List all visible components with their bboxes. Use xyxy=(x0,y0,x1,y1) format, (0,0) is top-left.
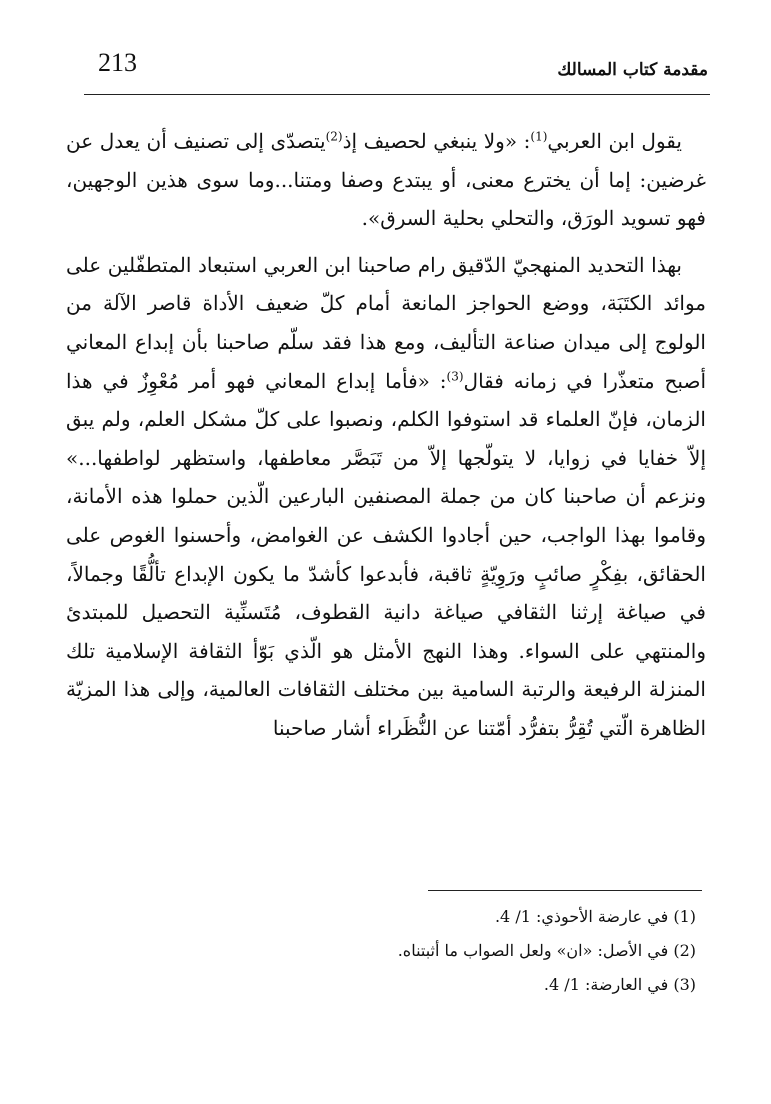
footnote-1: (1) في عارضة الأحوذي: 1/ 4. xyxy=(494,907,696,926)
paragraph-text: يقول ابن العربي xyxy=(547,129,682,153)
footnote-ref-3: (3) xyxy=(446,368,464,383)
footnotes xyxy=(66,900,702,1002)
footnote-ref-1: (1) xyxy=(530,129,548,144)
footnote-ref-2: (2) xyxy=(325,129,343,144)
paragraph-text: بهذا التحديد المنهجيّ الدّقيق رام صاحبنا ابن العربي استبعاد المتطفّلين على موائد الكتَبَة، ووضع الحواجز المانعة أمام كلّ ضعيف الأداة قاصر الآلة من الولوج إلى ميدان صناعة التأليف، ومع هذا فقد سلّم صاحبنا بأن إبداع المعاني أصبح متعذّرا في زمانه فقال xyxy=(66,252,706,393)
paragraph-1 xyxy=(66,122,706,238)
running-title: مقدمة كتاب المسالك xyxy=(557,60,708,80)
footnote-divider xyxy=(428,890,702,891)
paragraph-2 xyxy=(66,246,706,748)
footnote-3: (3) في العارضة: 1/ 4. xyxy=(543,975,696,994)
main-text xyxy=(66,122,706,748)
paragraph-text: : «ولا ينبغي لحصيف إذ xyxy=(342,129,531,153)
paragraph-text: يتصدّى إلى تصنيف أن يعدل عن غرضين: إما أن يخترع معنى، أو يبتدع وصفا ومتنا...وما سوى هذين الوجهين، فهو تسويد الورَق، والتحلي بحلية السرق». xyxy=(66,129,706,231)
paragraph-text: : «فأما إبداع المعاني فهو أمر مُعْوِزٌ في هذا الزمان، فإنّ العلماء قد استوفوا الكلم، ونصبوا على كلّ مشكل العلم، ولم يبق إلاّ خفايا في زوايا، لا يتولّجها إلاّ من تَبَصَّر معاطفها، واستظهر لواطفها...» ونزعم أن صاحبنا كان من جملة المصنفين البارعين الّذين حملوا هذه الأمانة، وقاموا بهذا الواجب، حين أجادوا الكشف عن الغوامض، وأحسنوا الغوص على الحقائق، بفِكْرٍ صائبٍ ورَوِيّةٍ ثاقبة، فأبدعوا كأشدّ ما يكون الإبداع تألُّقًا وجمالاً، في صياغة إرثنا الثقافي صياغة دانية القطوف، مُتَسنِّية التحصيل للمبتدئ والمنتهي على السواء. وهذا النهج الأمثل هو الّذي بَوّأ الثقافة الإسلامية تلك المنزلة الرفيعة والرتبة السامية بين مختلف الثقافات العالمية، وإلى هذا المزيّة الظاهرة الّتي تُقِرُّ بتفرُّد أمّتنا عن النُّظَراء أشار صاحبنا xyxy=(66,368,706,740)
page-header xyxy=(84,48,710,95)
page-number: 213 xyxy=(98,48,137,77)
footnote-2: (2) في الأصل: «ان» ولعل الصواب ما أثبتناه. xyxy=(397,941,696,960)
